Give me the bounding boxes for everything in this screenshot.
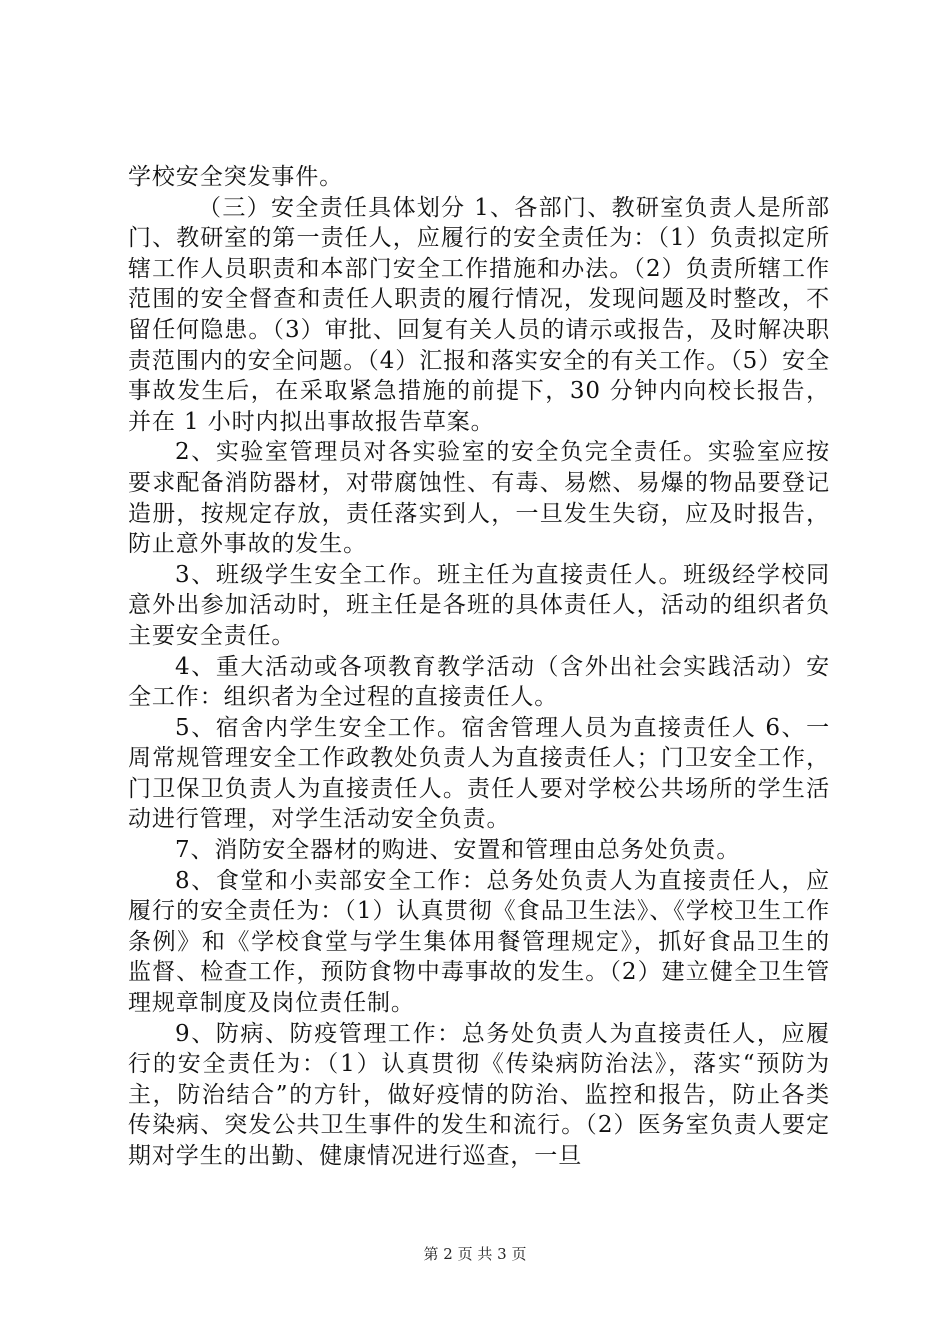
paragraph-lab-safety: 2、实验室管理员对各实验室的安全负完全责任。实验室应按要求配备消防器材，对带腐蚀性、有毒、易燃、易爆的物品要登记造册，按规定存放，责任落实到人，一旦发生失窃，应及时报告，防止意外事故的发生。 — [128, 439, 830, 558]
paragraph-class-safety: 3、班级学生安全工作。班主任为直接责任人。班级经学校同意外出参加活动时，班主任是各班的具体责任人，活动的组织者负主要安全责任。 — [128, 561, 830, 649]
paragraph-disease-prevention: 9、防病、防疫管理工作：总务处负责人为直接责任人，应履行的安全责任为：（1）认真贯彻《传染病防治法》，落实“预防为主，防治结合”的方针，做好疫情的防治、监控和报告，防止各类传染病、突发公共卫生事件的发生和流行。（2）医务室负责人要定期对学生的出勤、健康情况进行巡查，一旦 — [128, 1020, 830, 1169]
paragraph-section-three: （三）安全责任具体划分 1、各部门、教研室负责人是所部门、教研室的第一责任人，应履行的安全责任为：（1）负责拟定所辖工作人员职责和本部门安全工作措施和办法。（2）负责所辖工作范围的安全督查和责任人职责的履行情况，发现问题及时整改，不留任何隐患。（3）审批、回复有关人员的请示或报告，及时解决职责范围内的安全问题。（4）汇报和落实安全的有关工作。（5）安全事故发生后，在采取紧急措施的前提下，30 分钟内向校长报告，并在 1 小时内拟出事故报告草案。 — [128, 194, 830, 435]
paragraph-activity-safety: 4、重大活动或各项教育教学活动（含外出社会实践活动）安全工作：组织者为全过程的直接责任人。 — [128, 653, 830, 711]
paragraph-continuation: 学校安全突发事件。 — [128, 164, 344, 190]
page-number-footer: 第 2 页 共 3 页 — [423, 1245, 527, 1263]
paragraph-canteen-safety: 8、食堂和小卖部安全工作：总务处负责人为直接责任人，应履行的安全责任为：（1）认真贯彻《食品卫生法》、《学校卫生工作条例》和《学校食堂与学生集体用餐管理规定》，抓好食品卫生的监督、检查工作，预防食物中毒事故的发生。（2）建立健全卫生管理规章制度及岗位责任制。 — [128, 867, 830, 1017]
document-body — [128, 162, 830, 1172]
paragraph-fire-equipment: 7、消防安全器材的购进、安置和管理由总务处负责。 — [175, 837, 741, 864]
paragraph-dormitory-safety: 5、宿舍内学生安全工作。宿舍管理人员为直接责任人 6、一周常规管理安全工作政教处负责人为直接责任人；门卫安全工作，门卫保卫负责人为直接责任人。责任人要对学校公共场所的学生活动进行管理，对学生活动安全负责。 — [128, 714, 830, 833]
